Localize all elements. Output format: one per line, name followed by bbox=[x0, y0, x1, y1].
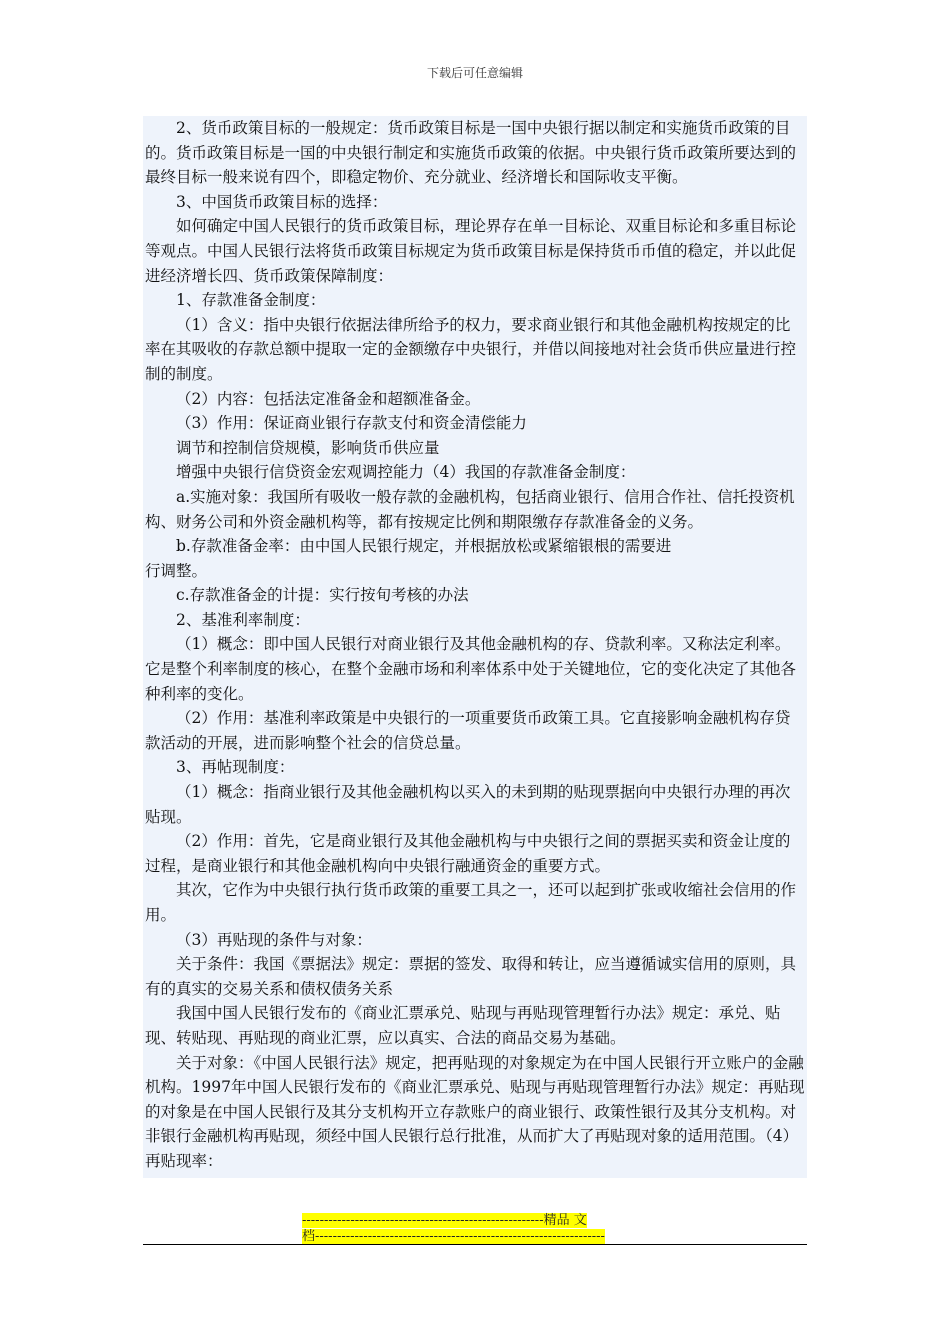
paragraph: a.实施对象：我国所有吸收一般存款的金融机构，包括商业银行、信用合作社、信托投资机构、财务公司和外资金融机构等，都有按规定比例和期限缴存存款准备金的义务。 bbox=[145, 487, 795, 531]
paragraph: 1、存款准备金制度： bbox=[176, 291, 326, 310]
paragraph: （1）概念：指商业银行及其他金融机构以买入的未到期的贴现票据向中央银行办理的再次贴现。 bbox=[145, 783, 791, 826]
paragraph: 行调整。 bbox=[145, 561, 208, 580]
paragraph: （3）作用：保证商业银行存款支付和资金清偿能力 bbox=[176, 414, 527, 433]
paragraph: （2）作用：首先，它是商业银行及其他金融机构与中央银行之间的票据买卖和资金让度的过程，是商业银行和其他金融机构向中央银行融通资金的重要方式。 bbox=[145, 832, 791, 875]
paragraph: （1）含义：指中央银行依据法律所给予的权力，要求商业银行和其他金融机构按规定的比率在其吸收的存款总额中提取一定的金额缴存中央银行，并借以间接地对社会货币供应量进行控制的制度。 bbox=[145, 315, 797, 383]
paragraph: 增强中央银行信贷资金宏观调控能力（4）我国的存款准备金制度： bbox=[176, 463, 636, 482]
footer-divider bbox=[143, 1244, 807, 1245]
document-body bbox=[143, 116, 807, 1178]
paragraph: 3、再帖现制度： bbox=[176, 758, 295, 777]
paragraph: （2）内容：包括法定准备金和超额准备金。 bbox=[176, 389, 481, 408]
paragraph: 其次，它作为中央银行执行货币政策的重要工具之一，还可以起到扩张或收缩社会信用的作用。 bbox=[145, 881, 797, 924]
paragraph: 我国中国人民银行发布的《商业汇票承兑、贴现与再贴现管理暂行办法》规定：承兑、贴现、转贴现、再贴现的商业汇票，应以真实、合法的商品交易为基础。 bbox=[145, 1004, 781, 1047]
paragraph: 2、基准利率制度： bbox=[176, 610, 310, 629]
page-header: 下载后可任意编辑 bbox=[426, 66, 523, 80]
footer-line-1: -------------------------------------------------------精品 文 bbox=[302, 1213, 587, 1228]
paragraph: 如何确定中国人民银行的货币政策目标，理论界存在单一目标论、双重目标论和多重目标论等观点。中国人民银行法将货币政策目标规定为货币政策目标是保持货币币值的稳定，并以此促进经济增长四、货币政策保障制度： bbox=[145, 217, 797, 285]
paragraph: （1）概念：即中国人民银行对商业银行及其他金融机构的存、贷款利率。又称法定利率。它是整个利率制度的核心，在整个金融市场和利率体系中处于关键地位，它的变化决定了其他各种利率的变化。 bbox=[145, 635, 797, 703]
footer-note bbox=[302, 1213, 638, 1245]
paragraph: 关于对象：《中国人民银行法》规定，把再贴现的对象规定为在中国人民银行开立账户的金融机构。1997年中国人民银行发布的《商业汇票承兑、贴现与再贴现管理暂行办法》规定：再贴现的对象是在中国人民银行及其分支机构开立存款账户的商业银行、政策性银行及其分支机构。对非银行金融机构再贴现，须经中国人民银行总行批准，从而扩大了再贴现对象的适用范围。（4）再贴现率： bbox=[145, 1053, 805, 1170]
paragraph: 调节和控制信贷规模，影响货币供应量 bbox=[176, 438, 440, 457]
footer-line-2: 档------------------------------------------------------------------ bbox=[302, 1229, 605, 1244]
paragraph: c.存款准备金的计提：实行按旬考核的办法 bbox=[176, 586, 469, 605]
paragraph: b.存款准备金率：由中国人民银行规定，并根据放松或紧缩银根的需要进 bbox=[176, 537, 672, 556]
paragraph: （2）作用：基准利率政策是中央银行的一项重要货币政策工具。它直接影响金融机构存贷款活动的开展，进而影响整个社会的信贷总量。 bbox=[145, 709, 791, 752]
paragraph: （3）再贴现的条件与对象： bbox=[176, 930, 372, 949]
paragraph: 关于条件：我国《票据法》规定：票据的签发、取得和转让，应当遵循诚实信用的原则，具有的真实的交易关系和债权债务关系 bbox=[145, 955, 797, 998]
paragraph: 3、中国货币政策目标的选择： bbox=[176, 192, 388, 211]
paragraph: 2、货币政策目标的一般规定：货币政策目标是一国中央银行据以制定和实施货币政策的目的。货币政策目标是一国的中央银行制定和实施货币政策的依据。中央银行货币政策所要达到的最终目标一般来说有四个，即稳定物价、充分就业、经济增长和国际收支平衡。 bbox=[145, 119, 797, 187]
